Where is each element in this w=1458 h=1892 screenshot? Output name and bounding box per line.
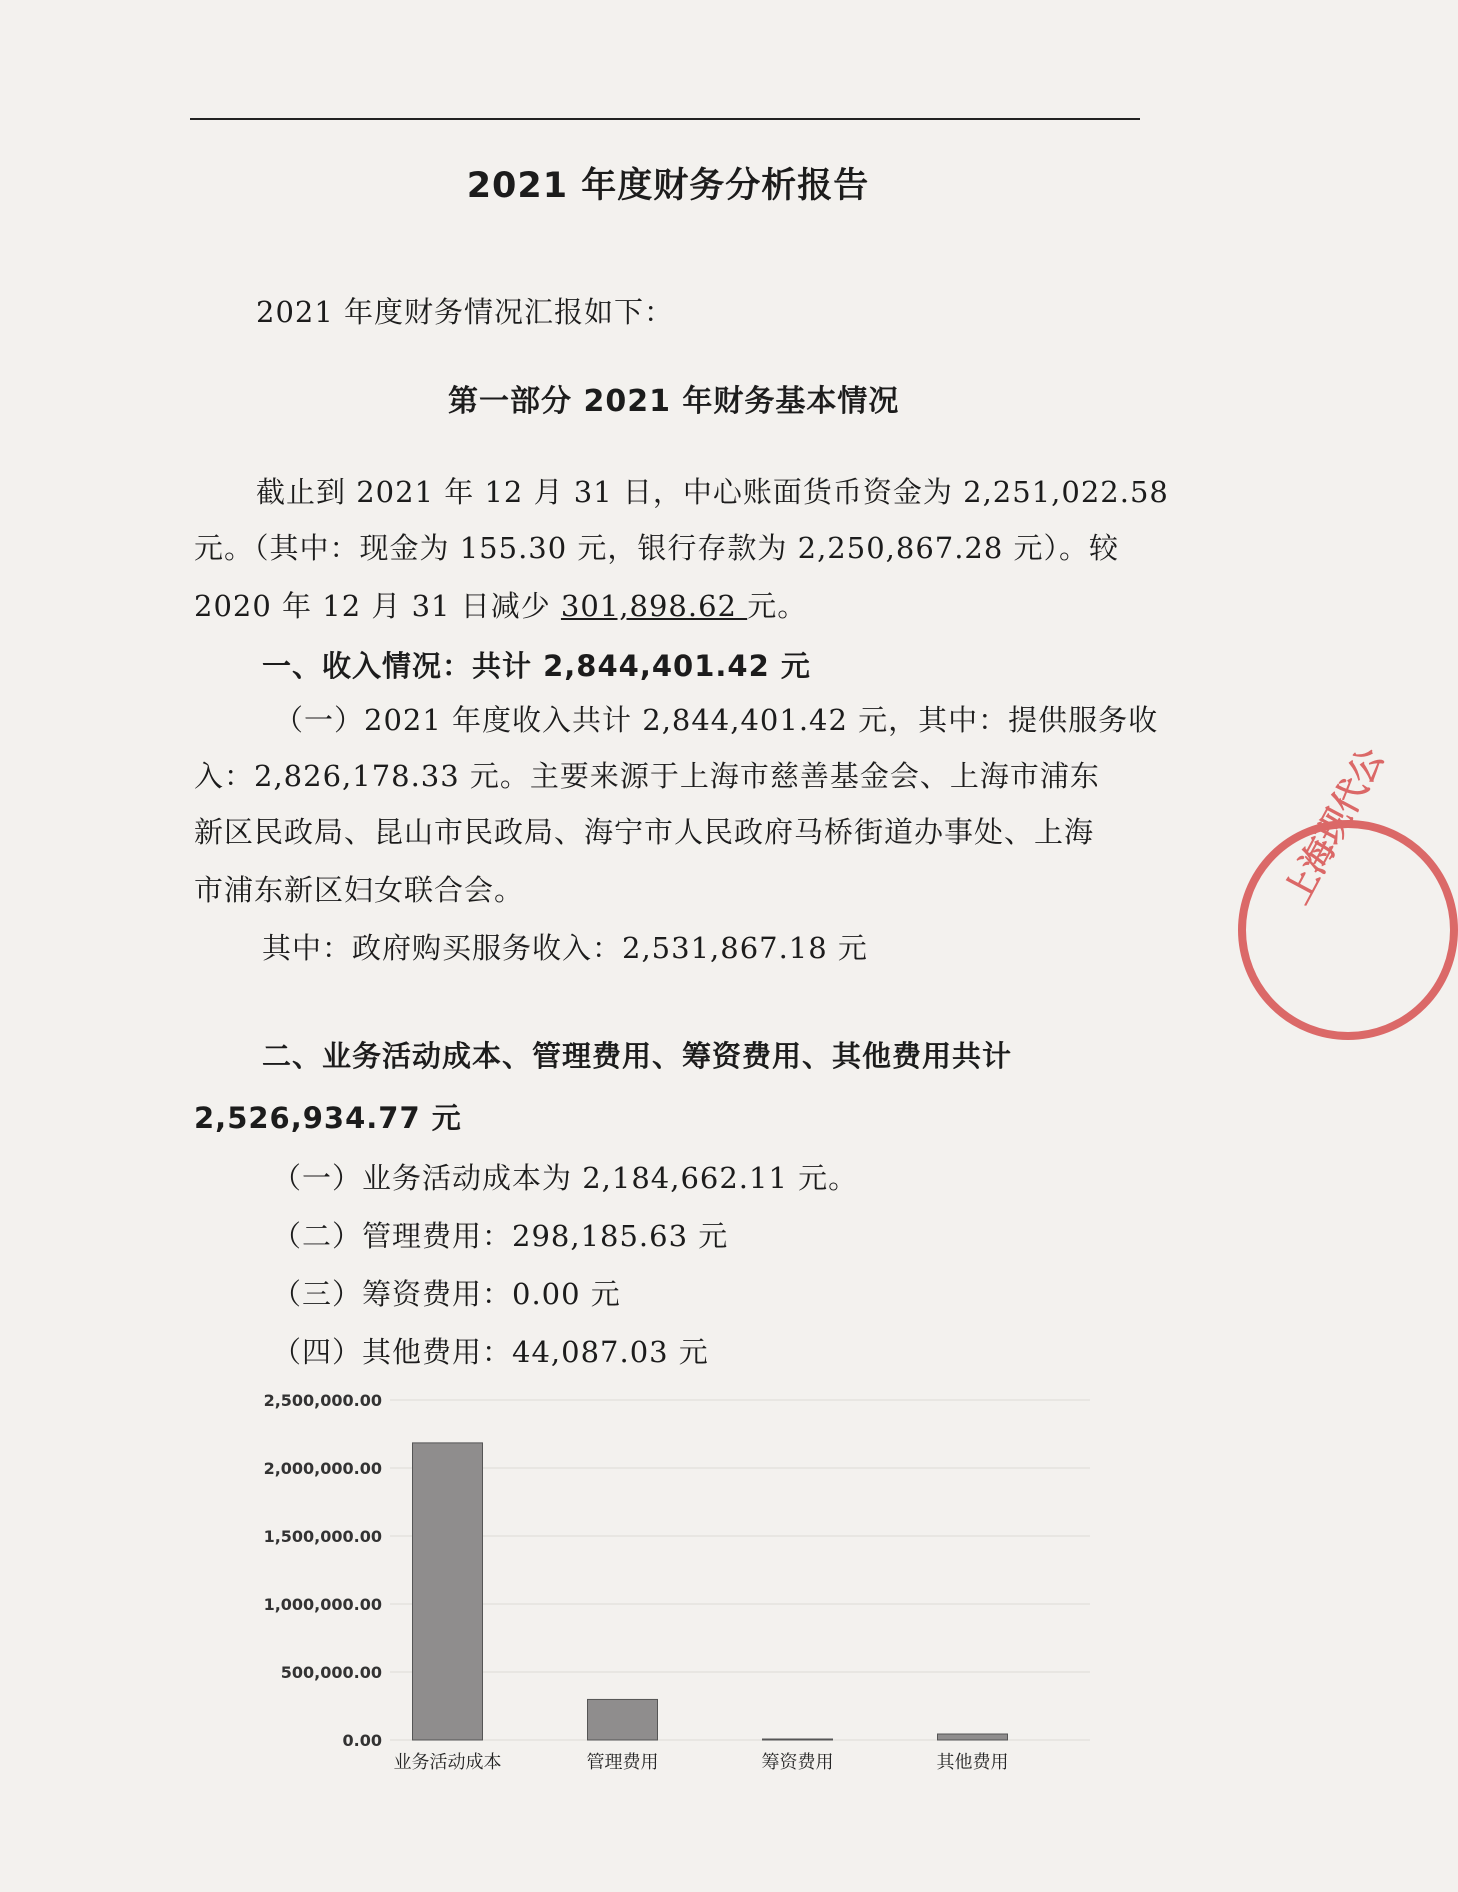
chart-y-tick-label: 2,000,000.00: [263, 1459, 382, 1478]
expense-heading-line2: 2,526,934.77 元: [194, 1101, 462, 1135]
expense-bar-chart: [250, 1380, 1110, 1790]
header-rule: [190, 118, 1140, 120]
expense-heading-line1: 二、业务活动成本、管理费用、筹资费用、其他费用共计: [262, 1039, 1013, 1073]
expense-item: （一）业务活动成本为 2,184,662.11 元。: [272, 1161, 859, 1195]
chart-bars: [413, 1443, 1008, 1740]
income-para-line1: （一）2021 年度收入共计 2,844,401.42 元，其中：提供服务收: [274, 703, 1159, 737]
stamp-text: 上海现代公: [1277, 741, 1393, 911]
para1-line3-prefix: 2020 年 12 月 31 日减少: [194, 589, 561, 623]
chart-y-tick-label: 2,500,000.00: [263, 1391, 382, 1410]
decrease-amount: 301,898.62: [560, 589, 748, 623]
chart-bar: [938, 1734, 1008, 1740]
chart-x-tick-label: 筹资费用: [761, 1752, 834, 1773]
intro-line: 2021 年度财务情况汇报如下：: [256, 295, 675, 329]
chart-x-tick-label: 业务活动成本: [393, 1752, 502, 1773]
chart-y-tick-label: 500,000.00: [280, 1663, 382, 1682]
expense-item: （四）其他费用：44,087.03 元: [272, 1335, 709, 1369]
chart-bar: [763, 1739, 833, 1740]
section1-title: 第一部分 2021 年财务基本情况: [448, 384, 900, 419]
chart-grid: [390, 1400, 1090, 1740]
income-para-line3: 新区民政局、昆山市民政局、海宁市人民政府马桥街道办事处、上海: [194, 815, 1095, 849]
chart-y-tick-label: 1,000,000.00: [263, 1595, 382, 1614]
chart-x-tick-label: 管理费用: [586, 1752, 659, 1773]
chart-y-tick-label: 1,500,000.00: [263, 1527, 382, 1546]
chart-bar: [588, 1699, 658, 1740]
red-seal-stamp: [1238, 741, 1458, 1040]
para1-line3: [194, 584, 807, 625]
expense-item: （二）管理费用：298,185.63 元: [272, 1219, 729, 1253]
income-heading: 一、收入情况：共计 2,844,401.42 元: [262, 649, 811, 683]
chart-bar: [413, 1443, 483, 1740]
para1-line3-suffix: 元。: [747, 589, 808, 623]
document-title: 2021 年度财务分析报告: [466, 166, 870, 206]
chart-y-axis: [264, 1391, 382, 1750]
income-para-line4: 市浦东新区妇女联合会。: [194, 873, 525, 907]
gov-income-line: 其中：政府购买服务收入：2,531,867.18 元: [262, 931, 868, 965]
chart-y-tick-label: 0.00: [342, 1731, 382, 1750]
chart-x-axis: [394, 1752, 1009, 1773]
chart-x-tick-label: 其他费用: [936, 1752, 1009, 1773]
para1-line2: 元。（其中：现金为 155.30 元，银行存款为 2,250,867.28 元）。较: [194, 531, 1120, 565]
income-para-line2: 入：2,826,178.33 元。主要来源于上海市慈善基金会、上海市浦东: [194, 759, 1100, 793]
para1-line1: 截止到 2021 年 12 月 31 日，中心账面货币资金为 2,251,022.58: [256, 475, 1169, 509]
expense-item: （三）筹资费用：0.00 元: [272, 1277, 621, 1311]
